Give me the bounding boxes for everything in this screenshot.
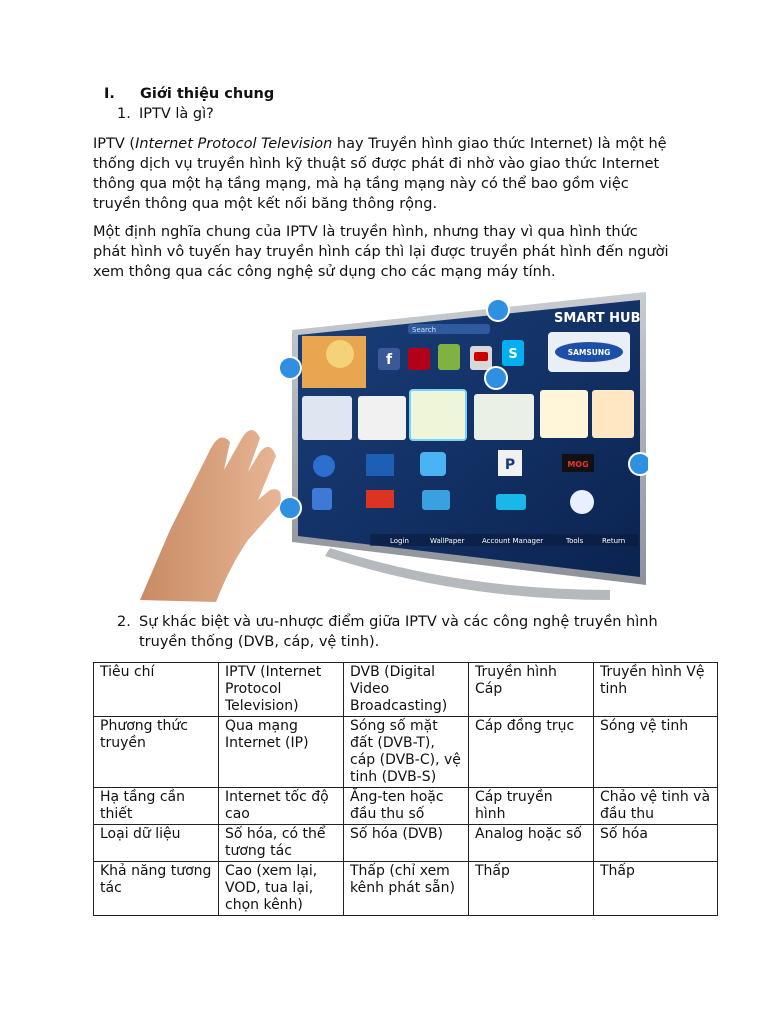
table-cell: Chảo vệ tinh và đầu thu: [594, 788, 718, 825]
table-header-cell: Truyền hình Vệ tinh: [594, 663, 718, 717]
samsung-banner-text: SAMSUNG: [567, 348, 611, 357]
table-cell: Sóng số mặt đất (DVB-T), cáp (DVB-C), vệ tinh (DVB-S): [344, 717, 469, 788]
waving-hand: [140, 430, 281, 602]
hand-cursor-icon: [629, 453, 648, 475]
app-accuweather-icon: [422, 490, 450, 510]
table-row: [94, 825, 718, 862]
table-row: [94, 788, 718, 825]
hand-cursor-icon: [279, 497, 301, 519]
app-espn-icon: [366, 490, 394, 508]
para1-italic-term: Internet Protocol Television: [135, 136, 333, 152]
tile-kids-2: [592, 390, 634, 438]
table-cell: Cáp đồng trục: [469, 717, 594, 788]
section-heading: [104, 86, 274, 102]
hand-cursor-icon: [487, 299, 509, 321]
table-cell: Thấp: [469, 862, 594, 916]
tile-family-story: [410, 390, 466, 440]
app-allshare-icon: [312, 488, 332, 510]
table-cell: Số hóa (DVB): [344, 825, 469, 862]
subsection-2-number: 2.: [117, 614, 131, 630]
featured-sun: [326, 340, 354, 368]
comparison-table: [93, 662, 718, 916]
app-usa-today-icon: [366, 454, 394, 476]
svg-text:MOG: MOG: [567, 460, 589, 469]
section-number: I.: [104, 86, 115, 102]
tile-samsung-apps: [302, 396, 352, 440]
table-cell: Phương thức truyền: [94, 717, 219, 788]
tv-footer-wallpaper: WallPaper: [430, 537, 465, 545]
table-header-cell: DVB (Digital Video Broadcasting): [344, 663, 469, 717]
paragraph-iptv-definition: [93, 134, 673, 214]
table-cell: Hạ tầng cần thiết: [94, 788, 219, 825]
smart-hub-logo: SMART HUB: [554, 311, 641, 326]
tile-kids: [540, 390, 588, 438]
table-cell: Cao (xem lại, VOD, tua lại, chọn kênh): [219, 862, 344, 916]
tv-footer-account: Account Manager: [482, 537, 544, 545]
table-header-cell: IPTV (Internet Protocol Television): [219, 663, 344, 717]
table-cell: Ăng-ten hoặc đầu thu số: [344, 788, 469, 825]
table-cell: Thấp (chỉ xem kênh phát sẵn): [344, 862, 469, 916]
svg-text:f: f: [385, 352, 393, 368]
table-row: [94, 717, 718, 788]
table-cell: Số hóa: [594, 825, 718, 862]
hand-cursor-icon: [279, 357, 301, 379]
table-header-row: [94, 663, 718, 717]
app-twitter-icon: [420, 452, 446, 476]
table-cell: Khả năng tương tác: [94, 862, 219, 916]
app-netflix-icon: [408, 348, 430, 370]
svg-text:S: S: [508, 347, 518, 362]
table-cell: Cáp truyền hình: [469, 788, 594, 825]
paragraph-general-definition: Một định nghĩa chung của IPTV là truyền hình, nhưng thay vì qua hình thức phát hình vô tuyến hay truyền hình cáp thì lại được truyền phát hình đến người xem thông qua các công nghệ sử dụng cho các mạng máy tính.: [93, 224, 669, 280]
subsection-2: [117, 612, 677, 652]
app-vimeo-icon: [496, 494, 526, 510]
smart-tv-image: [130, 290, 648, 602]
table-cell: Số hóa, có thể tương tác: [219, 825, 344, 862]
tile-fitness: [474, 394, 534, 440]
subsection-1-title: IPTV là gì?: [139, 106, 214, 122]
app-spsn-icon: [570, 490, 594, 514]
table-cell: Thấp: [594, 862, 718, 916]
table-cell: Loại dữ liệu: [94, 825, 219, 862]
tv-footer-tools: Tools: [566, 537, 584, 545]
table-header-cell: Tiêu chí: [94, 663, 219, 717]
para1-rest: hay Truyền hình giao thức Internet) là một hệ thống dịch vụ truyền hình kỹ thuật số được phát đi nhờ vào giao thức Internet thông qua một hạ tầng mạng, mà hạ tầng mạng này có thể bao gồm việc truyền thông qua một kết nối băng thông rộng.: [93, 136, 667, 212]
para1-start: IPTV (: [93, 136, 136, 152]
subsection-1-number: 1.: [117, 106, 131, 122]
app-hulu-icon: [438, 344, 460, 370]
hand-cursor-icon: [485, 367, 507, 389]
tv-search-label: Search: [412, 326, 437, 334]
tile-your-video: [358, 396, 406, 440]
subsection-2-title: Sự khác biệt và ưu-nhược điểm giữa IPTV và các công nghệ truyền hình truyền thống (DVB, cáp, vệ tinh).: [139, 614, 658, 650]
table-cell: Sóng vệ tinh: [594, 717, 718, 788]
table-row: [94, 862, 718, 916]
section-title: Giới thiệu chung: [140, 86, 275, 102]
table-cell: Internet tốc độ cao: [219, 788, 344, 825]
table-cell: Analog hoặc số: [469, 825, 594, 862]
table-cell: Qua mạng Internet (IP): [219, 717, 344, 788]
app-web-browser-icon: [313, 455, 335, 477]
tv-footer-login: Login: [390, 537, 409, 545]
tv-footer-return: Return: [602, 537, 626, 545]
table-header-cell: Truyền hình Cáp: [469, 663, 594, 717]
svg-text:P: P: [504, 457, 516, 473]
subsection-1: [117, 106, 214, 122]
